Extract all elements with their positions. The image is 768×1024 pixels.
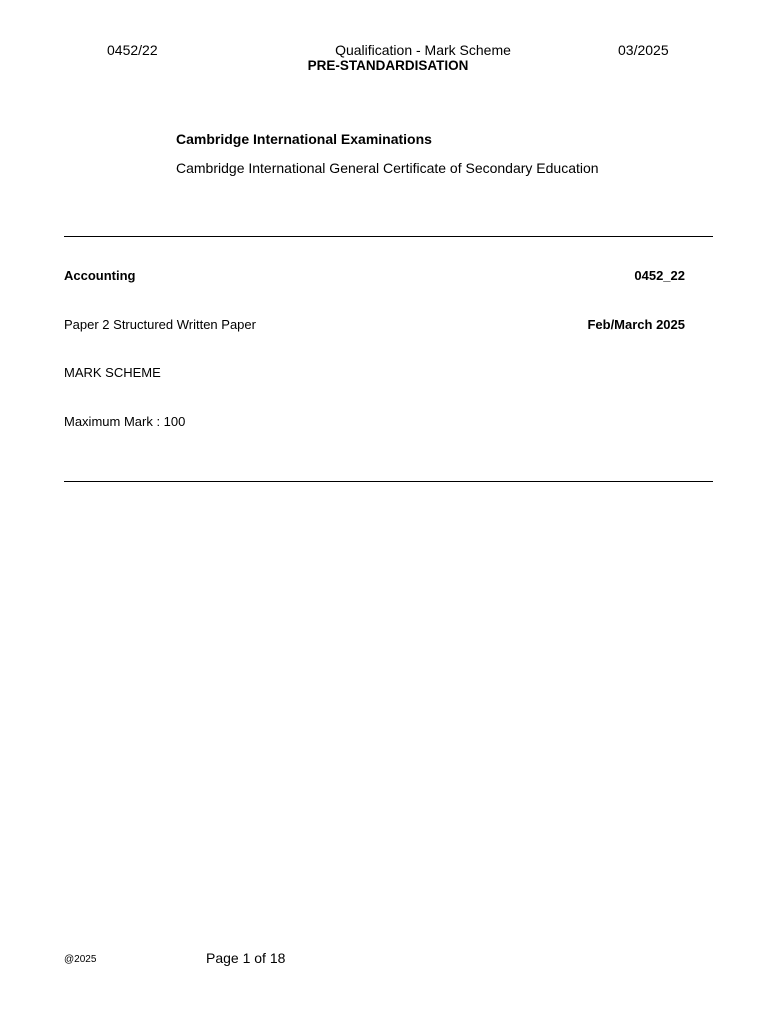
paper-title: Paper 2 Structured Written Paper	[64, 317, 256, 332]
mark-scheme-label: MARK SCHEME	[64, 365, 161, 380]
copyright-notice: @2025	[64, 954, 97, 965]
organisation-name: Cambridge International Examinations	[176, 131, 432, 147]
header-paper-code: 0452/22	[107, 42, 158, 58]
subject-name: Accounting	[64, 268, 136, 283]
top-divider	[64, 236, 713, 237]
header-subtitle: PRE-STANDARDISATION	[307, 58, 469, 73]
syllabus-code: 0452_22	[634, 268, 685, 283]
maximum-mark: Maximum Mark : 100	[64, 414, 186, 429]
bottom-divider	[64, 481, 713, 482]
header-date: 03/2025	[618, 42, 669, 58]
page-number: Page 1 of 18	[206, 950, 286, 966]
exam-session: Feb/March 2025	[587, 317, 685, 332]
certificate-name: Cambridge International General Certificate of Secondary Education	[176, 160, 599, 176]
header-title: Qualification - Mark Scheme	[335, 42, 511, 58]
